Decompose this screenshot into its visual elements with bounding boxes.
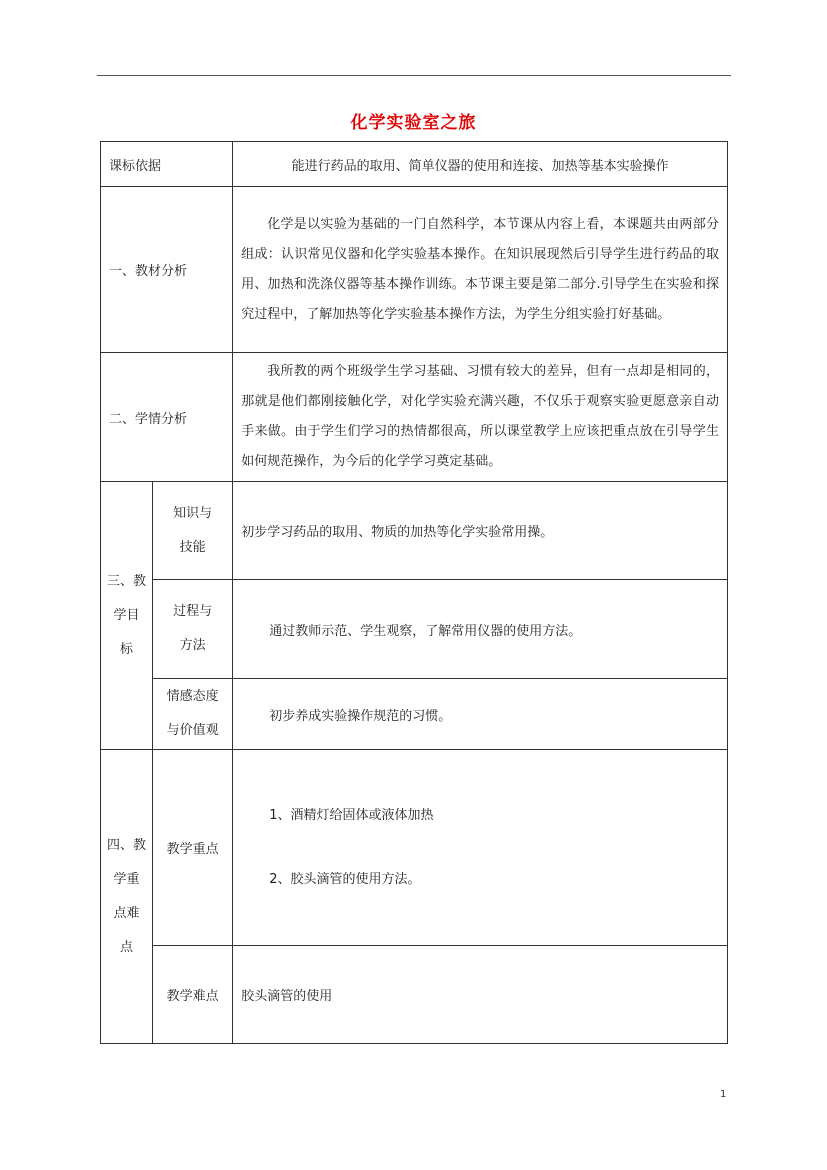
- objectives-label-line: 学目: [113, 607, 140, 623]
- focus-label-line: 四、教: [107, 837, 147, 853]
- label-line: 方法: [179, 638, 206, 653]
- objectives-label-line: 标: [120, 641, 134, 657]
- standard-label: 课标依据: [101, 142, 233, 187]
- table-row: [101, 353, 728, 482]
- table-row: [101, 187, 728, 353]
- objective-attitude-content: 初步养成实验操作规范的习惯。: [233, 679, 728, 750]
- objective-knowledge-content: 初步学习药品的取用、物质的加热等化学实验常用操。: [233, 482, 728, 580]
- table-row: [101, 679, 728, 750]
- students-content: 我所教的两个班级学生学习基础、习惯有较大的差异，但有一点却是相同的，那就是他们都刚接触化学，对化学实验充满兴趣，不仅乐于观察实验更愿意亲自动手来做。由于学生们学习的热情都很高，所以课堂教学上应该把重点放在引导学生如何规范操作，为今后的化学学习奠定基础。: [233, 353, 728, 482]
- key-point-content: [233, 750, 728, 946]
- table-row: [101, 580, 728, 679]
- table-row: [101, 482, 728, 580]
- objective-process-label: [153, 580, 233, 679]
- focus-label-line: 学重: [113, 871, 140, 887]
- key-point-item: 2、胶头滴管的使用方法。: [269, 871, 421, 887]
- difficult-point-label: 教学难点: [153, 946, 233, 1044]
- focus-label: [101, 750, 153, 1044]
- label-line: 技能: [179, 539, 206, 555]
- standard-content: 能进行药品的取用、简单仪器的使用和连接、加热等基本实验操作: [233, 142, 728, 187]
- objective-process-content: 通过教师示范、学生观察，了解常用仪器的使用方法。: [233, 580, 728, 679]
- key-point-label: 教学重点: [153, 750, 233, 946]
- label-line: 过程与: [173, 604, 213, 619]
- lesson-plan-table: [100, 141, 728, 1044]
- label-line: 知识与: [173, 505, 213, 521]
- key-point-item: 1、酒精灯给固体或液体加热: [269, 807, 434, 823]
- page-title: 化学实验室之旅: [350, 113, 477, 133]
- focus-label-line: 点难: [113, 905, 140, 921]
- textbook-content: 化学是以实验为基础的一门自然科学，本节课从内容上看，本课题共由两部分组成：认识常见仪器和化学实验基本操作。在知识展现然后引导学生进行药品的取用、加热和洗涤仪器等基本操作训练。本节课主要是第二部分.引导学生在实验和探究过程中，了解加热等化学实验基本操作方法，为学生分组实验打好基础。: [233, 187, 728, 353]
- table-row: [101, 142, 728, 187]
- objectives-label-line: 三、教: [107, 573, 147, 589]
- table-row: [101, 750, 728, 946]
- header-rule: [97, 75, 731, 76]
- page-number: 1: [720, 1089, 727, 1100]
- textbook-label: 一、教材分析: [101, 187, 233, 353]
- objective-attitude-label: [153, 679, 233, 750]
- objectives-label: [101, 482, 153, 750]
- difficult-point-content: 胶头滴管的使用: [233, 946, 728, 1044]
- label-line: 情感态度: [166, 689, 219, 704]
- table-row: [101, 946, 728, 1044]
- label-line: 与价值观: [166, 723, 219, 738]
- objective-knowledge-label: [153, 482, 233, 580]
- students-label: 二、学情分析: [101, 353, 233, 482]
- focus-label-line: 点: [120, 939, 134, 955]
